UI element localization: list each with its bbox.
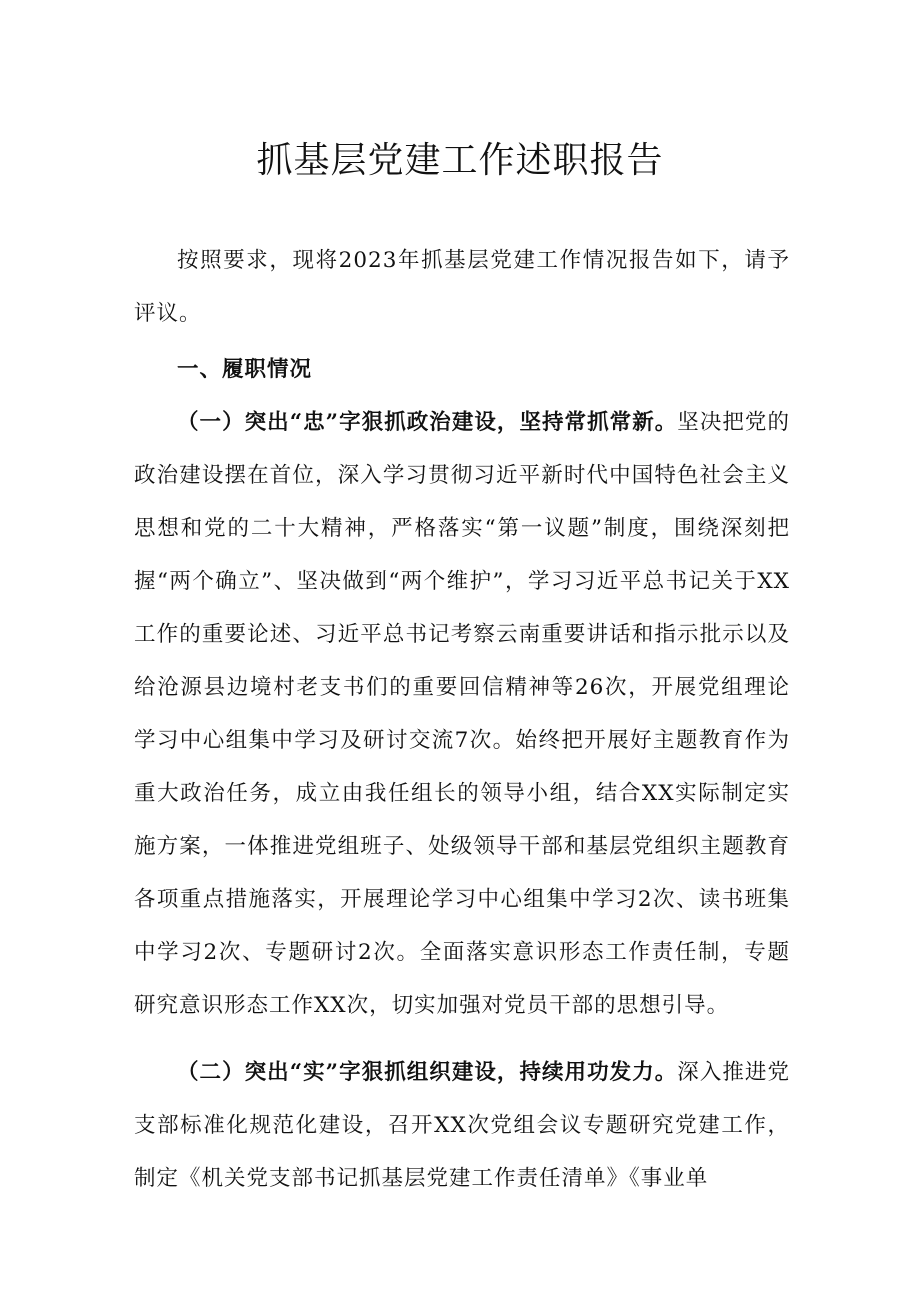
paragraph-spacer [134,1032,790,1046]
paragraph-text: 深入推进党支部标准化规范化建设，召开XX次党组会议专题研究党建工作，制定《机关党支部书记抓基层党建工作责任清单》《事业单 [134,1060,790,1191]
section-heading-performance: 一、履职情况 [177,357,313,382]
paragraph-organization-building [134,1046,790,1205]
paragraph-text: 坚决把党的政治建设摆在首位，深入学习贯彻习近平新时代中国特色社会主义思想和党的二十大精神，严格落实“第一议题”制度，围绕深刻把握“两个确立”、坚决做到“两个维护”，学习习近平总书记关于XX工作的重要论述、习近平总书记考察云南重要讲话和指示批示以及给沧源县边境村老支书们的重要回信精神等26次，开展党组理论学习中心组集中学习及研讨交流7次。始终把开展好主题教育作为重大政治任务，成立由我任组长的领导小组，结合XX实际制定实施方案，一体推进党组班子、处级领导干部和基层党组织主题教育各项重点措施落实，开展理论学习中心组集中学习2次、读书班集中学习2次、专题研讨2次。全面落实意识形态工作责任制，专题研究意识形态工作XX次，切实加强对党员干部的思想引导。 [134,410,790,1018]
document-title: 抓基层党建工作述职报告 [256,140,664,181]
paragraph-lead: （二）突出“实”字狠抓组织建设，持续用功发力。 [177,1060,678,1085]
paragraph-political-building [134,396,790,1032]
intro-paragraph: 按照要求，现将2023年抓基层党建工作情况报告如下，请予评议。 [134,248,790,326]
document-body [134,234,790,1205]
paragraph-lead: （一）突出“忠”字狠抓政治建设，坚持常抓常新。 [177,410,678,435]
